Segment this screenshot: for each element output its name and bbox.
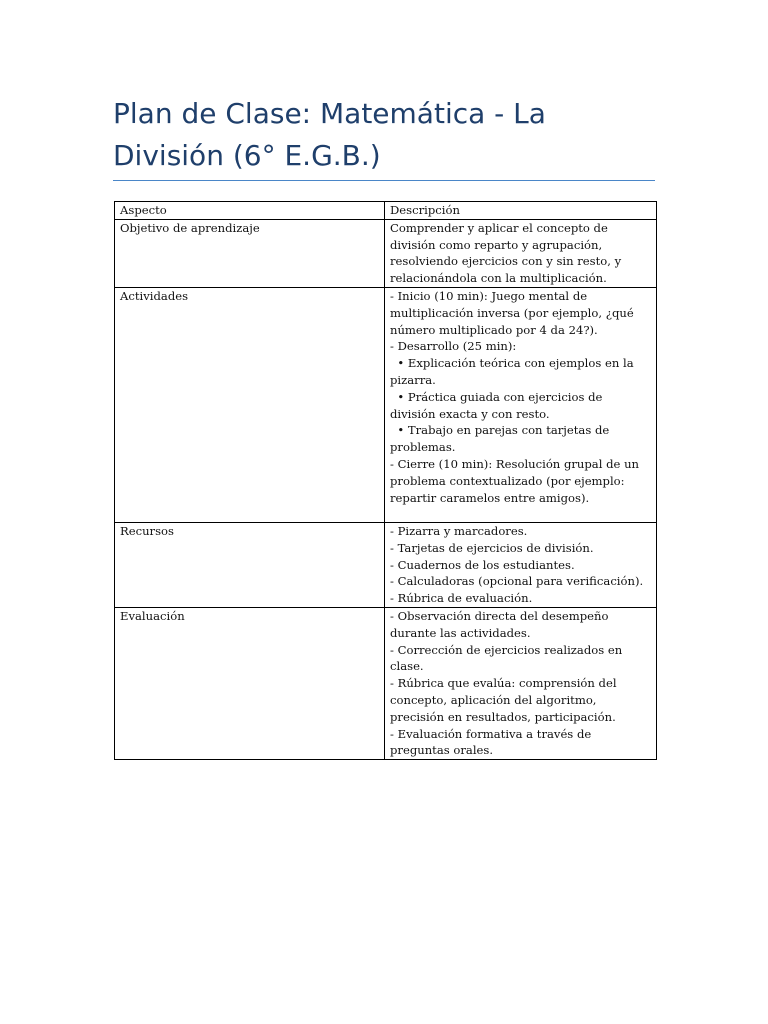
table-header-row bbox=[115, 202, 657, 220]
column-header-description: Descripción bbox=[385, 202, 657, 220]
row-aspect-cell: Recursos bbox=[115, 522, 385, 607]
column-header-aspect: Aspecto bbox=[115, 202, 385, 220]
table-row bbox=[115, 522, 657, 607]
table-row bbox=[115, 287, 657, 522]
row-description-cell: - Observación directa del desempeño durante las actividades. - Corrección de ejercicios realizados en clase. - Rúbrica que evalúa: comprensión del concepto, aplicación del algoritmo, precisión en resultados, participación. - Evaluación formativa a través de preguntas orales. bbox=[385, 607, 657, 759]
row-aspect-cell: Evaluación bbox=[115, 607, 385, 759]
page-title: Plan de Clase: Matemática - La División (6° E.G.B.) bbox=[113, 97, 546, 172]
row-description-cell: - Inicio (10 min): Juego mental de multiplicación inversa (por ejemplo, ¿qué número multiplicado por 4 da 24?). - Desarrollo (25 min): • Explicación teórica con ejemplos en la pizarra. • Práctica guiada con ejercicios de división exacta y con resto. • Trabajo en parejas con tarjetas de problemas. - Cierre (10 min): Resolución grupal de un problema contextualizado (por ejemplo: repartir caramelos entre amigos). bbox=[385, 287, 657, 522]
lesson-plan-table bbox=[114, 201, 657, 760]
title-underline bbox=[113, 180, 655, 181]
table-row bbox=[115, 219, 657, 287]
row-description-cell: - Pizarra y marcadores. - Tarjetas de ejercicios de división. - Cuadernos de los estudiantes. - Calculadoras (opcional para verificación). - Rúbrica de evaluación. bbox=[385, 522, 657, 607]
row-description-cell: Comprender y aplicar el concepto de división como reparto y agrupación, resolviendo ejercicios con y sin resto, y relacionándola con la multiplicación. bbox=[385, 219, 657, 287]
row-aspect-cell: Objetivo de aprendizaje bbox=[115, 219, 385, 287]
table-row bbox=[115, 607, 657, 759]
row-aspect-cell: Actividades bbox=[115, 287, 385, 522]
